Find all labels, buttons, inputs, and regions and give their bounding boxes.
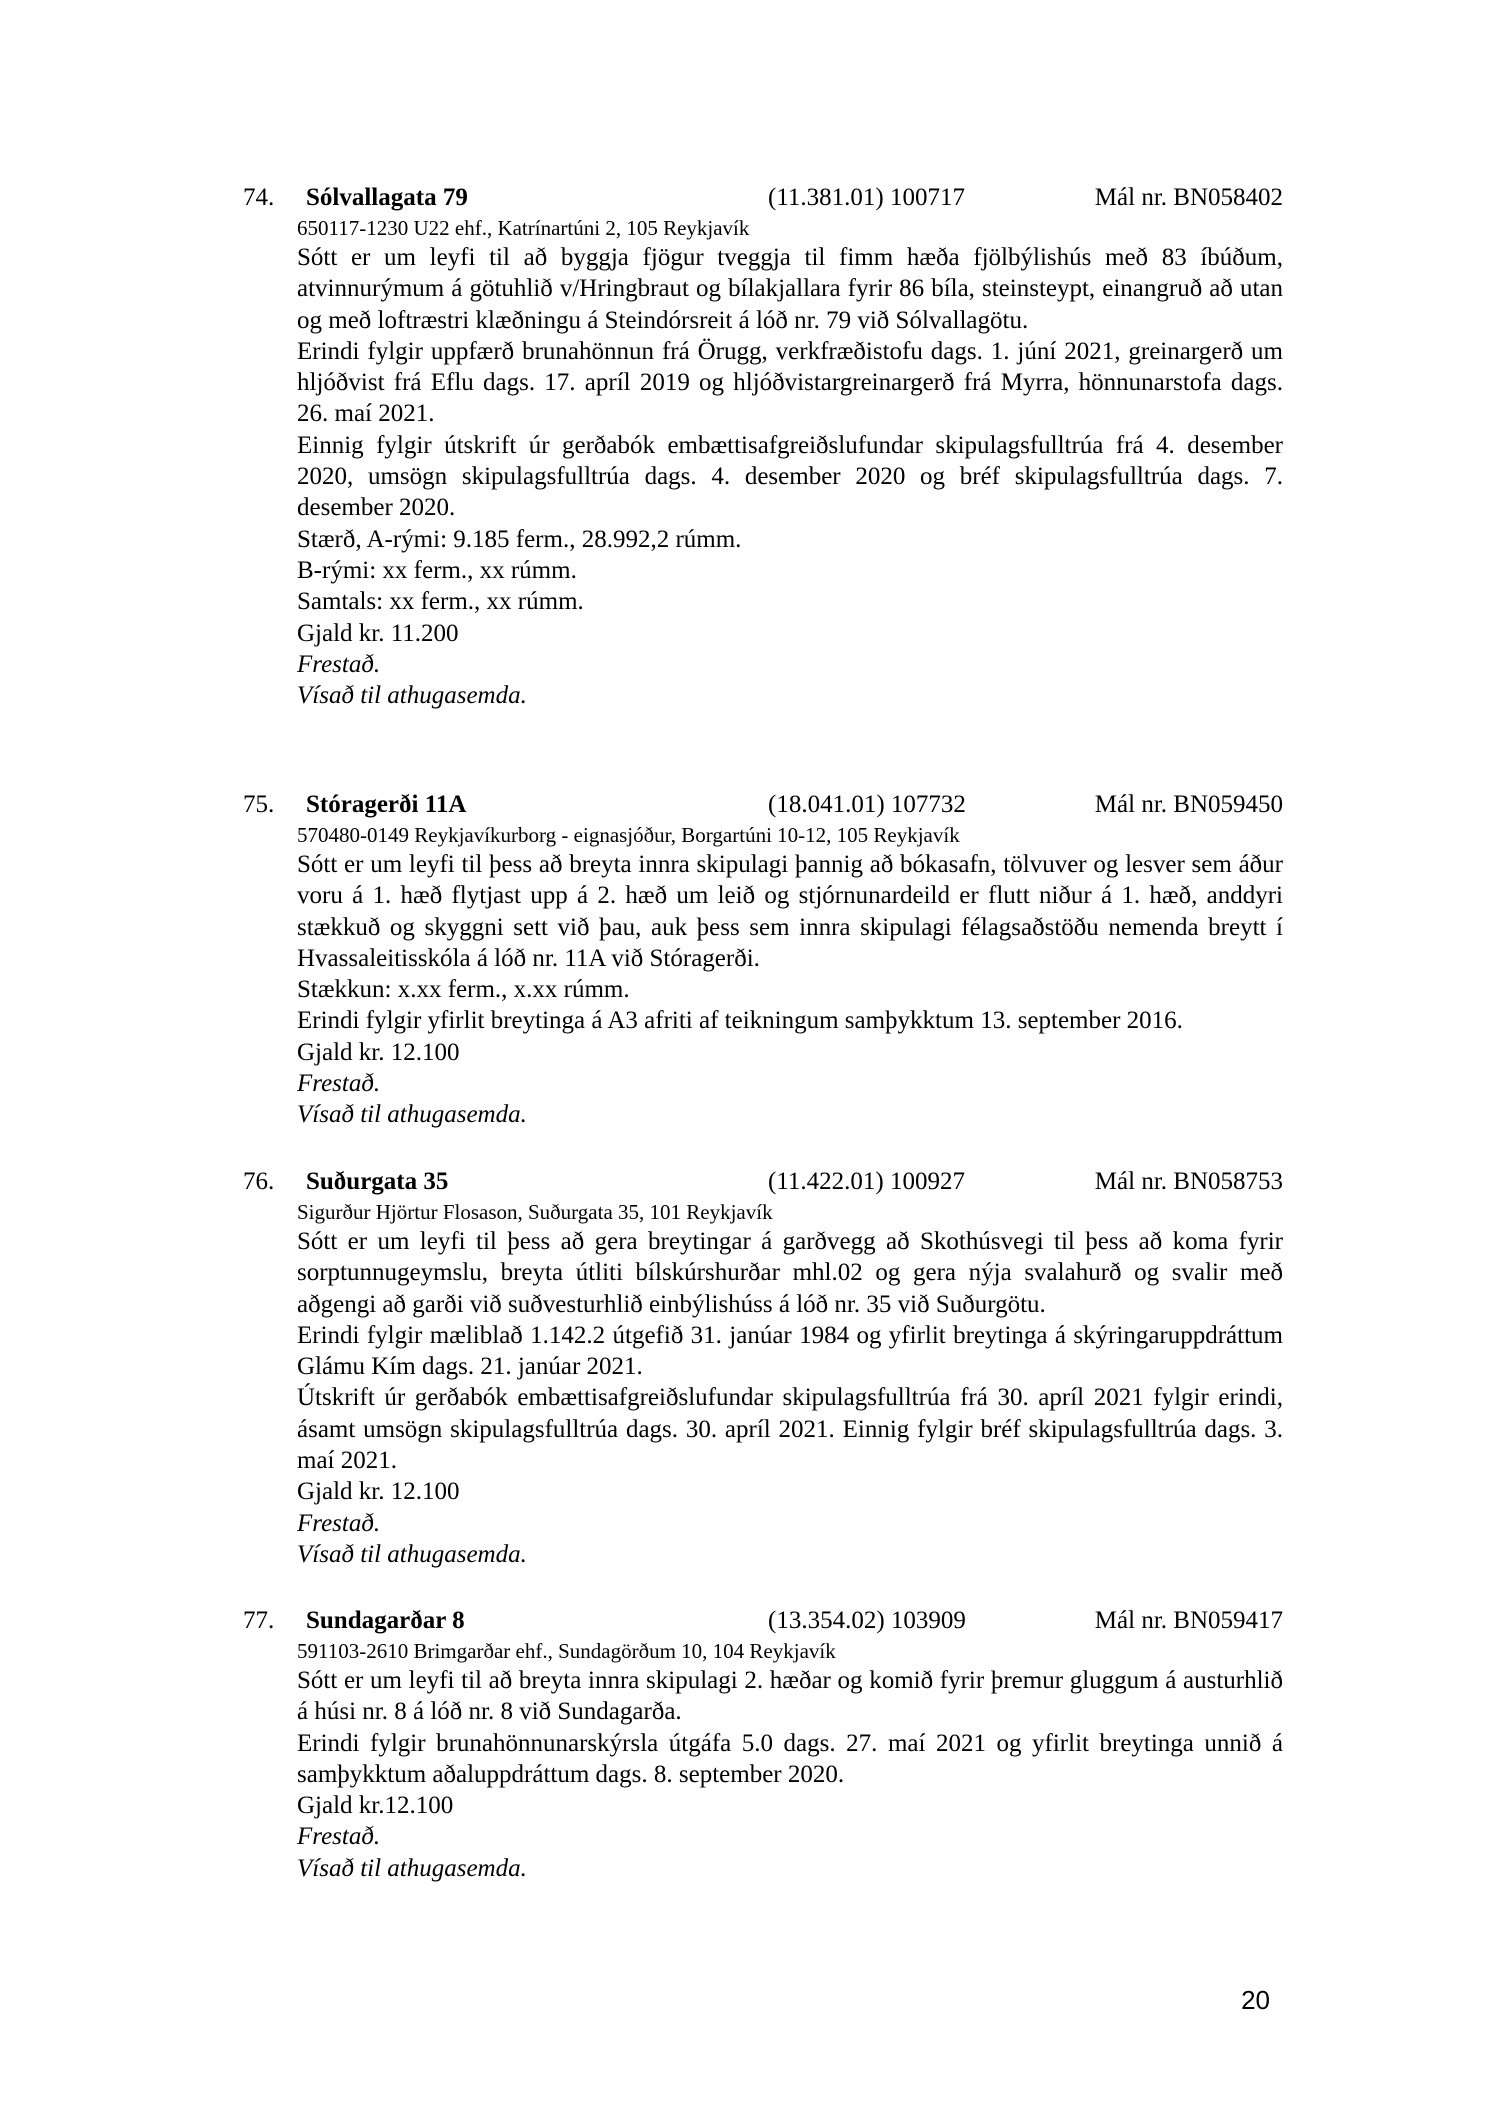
entry-fee: Gjald kr.12.100 — [297, 1792, 454, 1820]
entry-status-referred: Vísað til athugasemda. — [297, 1101, 527, 1129]
entry-paragraph: Sótt er um leyfi til að byggja fjögur tveggja til fimm hæða fjölbýlishús með 83 íbúðum, atvinnurýmum á götuhlið v/Hringbraut og bílakjallara fyrir 86 bíla, steinsteypt, einangruð að utan og með loftræstri klæðningu á Steindórsreit á lóð nr. 79 við Sólvallagötu. — [297, 244, 1283, 334]
entry-fee: Gjald kr. 11.200 — [297, 619, 459, 647]
entry-owner: 650117-1230 U22 ehf., Katrínartúni 2, 105 Reykjavík — [297, 216, 750, 240]
entry-header — [243, 1165, 1283, 1199]
land-number: (11.422.01) 100927 — [768, 1168, 965, 1195]
entry-paragraph: Samtals: xx ferm., xx rúmm. — [297, 588, 584, 616]
entry-paragraph: Sótt er um leyfi til þess að breyta innra skipulagi þannig að bókasafn, tölvuver og lesver sem áður voru á 1. hæð flytjast upp á 2. hæð um leið og stjórnunardeild er flutt niður á 1. hæð, anddyri stækkuð og skyggni sett við þau, auk þess sem innra skipulagi félagsaðstöðu nemenda breytt í Hvassaleitisskóla á lóð nr. 11A við Stóragerði. — [297, 851, 1283, 972]
page-number: 20 — [1241, 1985, 1270, 2015]
case-number: Mál nr. BN058753 — [1094, 1168, 1283, 1195]
land-number: (11.381.01) 100717 — [768, 184, 965, 211]
entry-status-referred: Vísað til athugasemda. — [297, 682, 527, 710]
entry-status-deferred: Frestað. — [297, 1823, 381, 1851]
entry-body — [297, 1226, 1283, 1570]
entry-status-deferred: Frestað. — [297, 1509, 381, 1537]
entry-status-referred: Vísað til athugasemda. — [297, 1540, 527, 1568]
entry-address: Sólvallagata 79 — [306, 184, 468, 211]
case-number: Mál nr. BN059417 — [1094, 1607, 1283, 1634]
entry-paragraph: Sótt er um leyfi til að breyta innra skipulagi 2. hæðar og komið fyrir þremur gluggum á austurhlið á húsi nr. 8 á lóð nr. 8 við Sundagarða. — [297, 1667, 1283, 1726]
entry-header — [243, 788, 1283, 822]
case-entry-77 — [243, 1604, 1283, 1884]
entry-owner: 570480-0149 Reykjavíkurborg - eignasjóður, Borgartúni 10-12, 105 Reykjavík — [297, 823, 960, 847]
entry-paragraph: Erindi fylgir mæliblað 1.142.2 útgefið 31. janúar 1984 og yfirlit breytinga á skýringaruppdráttum Glámu Kím dags. 21. janúar 2021. — [297, 1321, 1283, 1381]
entry-fee: Gjald kr. 12.100 — [297, 1478, 460, 1506]
case-entry-76 — [243, 1165, 1283, 1570]
case-entry-75 — [243, 788, 1283, 1131]
entry-number: 74. — [243, 184, 275, 211]
entry-paragraph: Sótt er um leyfi til þess að gera breytingar á garðvegg að Skothúsvegi til þess að koma fyrir sorptunnugeymslu, breyta útliti bílskúrshurðar mhl.02 og gera nýja svalahurð og svalir með aðgengi að garði við suðvesturhlið einbýlishúss á lóð nr. 35 við Suðurgötu. — [297, 1228, 1283, 1318]
entry-number: 75. — [243, 791, 275, 818]
entry-status-deferred: Frestað. — [297, 1070, 381, 1098]
entry-body — [297, 849, 1283, 1131]
case-number: Mál nr. BN059450 — [1094, 791, 1283, 818]
entry-status-deferred: Frestað. — [297, 650, 381, 678]
entry-header — [243, 181, 1283, 215]
entry-body — [297, 242, 1283, 711]
entry-owner: Sigurður Hjörtur Flosason, Suðurgata 35, 101 Reykjavík — [297, 1200, 773, 1224]
entry-paragraph: Stækkun: x.xx ferm., x.xx rúmm. — [297, 976, 630, 1004]
case-number: Mál nr. BN058402 — [1094, 184, 1283, 211]
land-number: (13.354.02) 103909 — [768, 1607, 966, 1634]
entry-status-referred: Vísað til athugasemda. — [297, 1854, 527, 1882]
entry-address: Sundagarðar 8 — [306, 1607, 465, 1634]
entry-paragraph: Erindi fylgir uppfærð brunahönnun frá Örugg, verkfræðistofu dags. 1. júní 2021, greinargerð um hljóðvist frá Eflu dags. 17. apríl 2019 og hljóðvistargreinargerð frá Myrra, hönnunarstofa dags. 26. maí 2021. — [297, 337, 1283, 428]
entry-number: 77. — [243, 1607, 275, 1634]
entry-fee: Gjald kr. 12.100 — [297, 1038, 460, 1066]
land-number: (18.041.01) 107732 — [768, 791, 966, 818]
entry-paragraph: Erindi fylgir brunahönnunarskýrsla útgáfa 5.0 dags. 27. maí 2021 og yfirlit breytinga unnið á samþykktum aðaluppdráttum dags. 8. september 2020. — [297, 1729, 1283, 1788]
entry-number: 76. — [243, 1168, 275, 1195]
entry-address: Suðurgata 35 — [306, 1168, 449, 1195]
entry-address: Stóragerði 11A — [306, 791, 467, 818]
entry-paragraph: Útskrift úr gerðabók embættisafgreiðslufundar skipulagsfulltrúa frá 30. apríl 2021 fylgir erindi, ásamt umsögn skipulagsfulltrúa dags. 30. apríl 2021. Einnig fylgir bréf skipulagsfulltrúa dags. 3. maí 2021. — [297, 1384, 1283, 1475]
entry-paragraph: Erindi fylgir yfirlit breytinga á A3 afriti af teikningum samþykktum 13. september 2016. — [297, 1007, 1183, 1035]
entry-body — [297, 1665, 1283, 1884]
entry-header — [243, 1604, 1283, 1638]
entry-paragraph: Einnig fylgir útskrift úr gerðabók embættisafgreiðslufundar skipulagsfulltrúa frá 4. desember 2020, umsögn skipulagsfulltrúa dags. 4. desember 2020 og bréf skipulagsfulltrúa dags. 7. desember 2020. — [297, 431, 1283, 522]
entry-paragraph: B-rými: xx ferm., xx rúmm. — [297, 556, 577, 584]
entry-owner: 591103-2610 Brimgarðar ehf., Sundagörðum 10, 104 Reykjavík — [297, 1639, 836, 1663]
case-entry-74 — [243, 181, 1283, 711]
entry-paragraph: Stærð, A-rými: 9.185 ferm., 28.992,2 rúmm. — [297, 525, 742, 553]
